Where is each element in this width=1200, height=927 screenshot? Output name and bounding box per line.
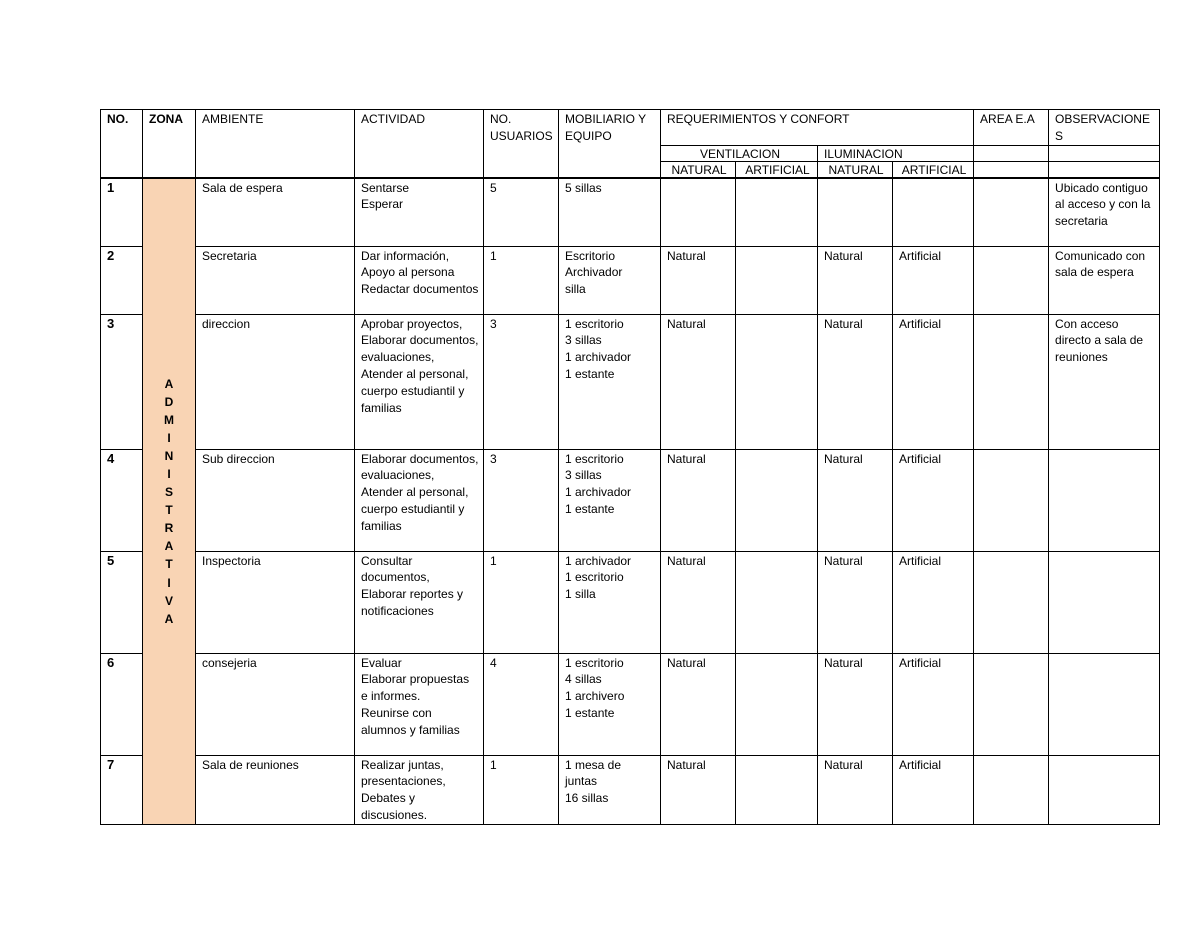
zone-letter: D <box>164 394 174 409</box>
cell-line: Esperar <box>361 197 404 212</box>
zone-letter: I <box>167 430 171 445</box>
zone-label <box>162 375 176 628</box>
header-actividad: ACTIVIDAD <box>355 110 484 178</box>
zone-letter: A <box>164 611 174 626</box>
cell-line: 1 estante <box>565 705 615 720</box>
cell-line: 1 archivador <box>565 350 632 365</box>
mobiliario-cell <box>559 755 661 824</box>
vent-natural-cell: Natural <box>661 314 736 449</box>
zone-letter: T <box>165 557 173 572</box>
mobiliario-cell <box>559 653 661 755</box>
cell-line: Evaluar <box>361 655 402 670</box>
observaciones-cell <box>1049 653 1160 755</box>
cell-line: 3 sillas <box>565 333 602 348</box>
header-ambiente: AMBIENTE <box>196 110 355 178</box>
vent-natural-cell: Natural <box>661 551 736 653</box>
actividad-cell <box>355 314 484 449</box>
actividad-cell <box>355 246 484 314</box>
row-number: 6 <box>101 653 143 755</box>
area-cell <box>974 178 1049 247</box>
zone-letter: S <box>164 485 173 500</box>
vent-artificial-cell <box>736 653 818 755</box>
mobiliario-cell <box>559 314 661 449</box>
vent-natural-cell: Natural <box>661 653 736 755</box>
area-cell <box>974 246 1049 314</box>
observaciones-cell: Comunicado con sala de espera <box>1049 246 1160 314</box>
header-usuarios: NO. USUARIOS <box>484 110 559 178</box>
header-area-blank <box>974 145 1049 161</box>
usuarios-cell: 3 <box>484 314 559 449</box>
zone-letter: I <box>167 575 171 590</box>
cell-line: 1 archivador <box>565 485 632 500</box>
row-number: 1 <box>101 178 143 247</box>
zone-letter: V <box>164 593 173 608</box>
header-observaciones: OBSERVACIONE S <box>1049 110 1160 146</box>
cell-line: Atender al personal, cuerpo estudiantil y familias <box>361 366 469 415</box>
header-vent-artificial: ARTIFICIAL <box>736 161 818 178</box>
ilum-artificial-cell: Artificial <box>893 551 974 653</box>
ilum-artificial-cell: Artificial <box>893 653 974 755</box>
zone-administrativa <box>143 178 196 825</box>
ilum-artificial-cell <box>893 178 974 247</box>
header-area: AREA E.A <box>974 110 1049 146</box>
cell-line: 1 escritorio <box>565 570 624 585</box>
table-row <box>101 314 1160 449</box>
header-mobiliario: MOBILIARIO Y EQUIPO <box>559 110 661 178</box>
table-row <box>101 246 1160 314</box>
ilum-natural-cell: Natural <box>818 551 893 653</box>
area-cell <box>974 551 1049 653</box>
actividad-cell <box>355 653 484 755</box>
ambiente-cell: Sala de reuniones <box>196 755 355 824</box>
vent-natural-cell: Natural <box>661 755 736 824</box>
vent-artificial-cell <box>736 755 818 824</box>
cell-line: 1 mesa de juntas <box>565 757 622 789</box>
vent-artificial-cell <box>736 246 818 314</box>
area-cell <box>974 314 1049 449</box>
area-cell <box>974 449 1049 551</box>
header-ilum-natural: NATURAL <box>818 161 893 178</box>
cell-line: Reunirse con alumnos y familias <box>361 705 460 737</box>
ilum-natural-cell: Natural <box>818 314 893 449</box>
zone-letter: T <box>165 503 173 518</box>
actividad-cell <box>355 178 484 247</box>
ambiente-cell: Sala de espera <box>196 178 355 247</box>
ambiente-cell: Sub direccion <box>196 449 355 551</box>
cell-line: Sentarse <box>361 180 410 195</box>
cell-line: 1 estante <box>565 366 615 381</box>
mobiliario-cell <box>559 551 661 653</box>
ambiente-cell: direccion <box>196 314 355 449</box>
vent-artificial-cell <box>736 551 818 653</box>
usuarios-cell: 1 <box>484 246 559 314</box>
header-obs-blank-2 <box>1049 161 1160 178</box>
zone-letter: R <box>164 521 174 536</box>
cell-line: Debates y discusiones. <box>361 791 428 822</box>
cell-line: Aprobar proyectos, <box>361 316 463 331</box>
vent-natural-cell: Natural <box>661 449 736 551</box>
mobiliario-cell <box>559 246 661 314</box>
observaciones-cell: Ubicado contiguo al acceso y con la secretaria <box>1049 178 1160 247</box>
mobiliario-cell <box>559 449 661 551</box>
cell-line: 1 silla <box>565 587 596 602</box>
ambiente-cell: Secretaria <box>196 246 355 314</box>
ilum-artificial-cell: Artificial <box>893 449 974 551</box>
ilum-natural-cell: Natural <box>818 449 893 551</box>
vent-natural-cell <box>661 178 736 247</box>
ilum-natural-cell <box>818 178 893 247</box>
cell-line: Archivador <box>565 265 623 280</box>
cell-line: Elaborar documentos, evaluaciones, <box>361 451 479 483</box>
ilum-natural-cell: Natural <box>818 246 893 314</box>
cell-line: Consultar documentos, <box>361 553 430 585</box>
usuarios-cell: 4 <box>484 653 559 755</box>
header-obs-blank <box>1049 145 1160 161</box>
actividad-cell <box>355 449 484 551</box>
cell-line: 1 estante <box>565 501 615 516</box>
ambiente-cell: Inspectoria <box>196 551 355 653</box>
header-iluminacion: ILUMINACION <box>818 145 974 161</box>
cell-line: 1 archivero <box>565 689 625 704</box>
vent-natural-cell: Natural <box>661 246 736 314</box>
cell-line: 4 sillas <box>565 672 602 687</box>
table-row <box>101 755 1160 824</box>
zone-letter: M <box>164 412 174 427</box>
mobiliario-cell <box>559 178 661 247</box>
usuarios-cell: 1 <box>484 551 559 653</box>
row-number: 7 <box>101 755 143 824</box>
cell-line: 1 escritorio <box>565 451 624 466</box>
ilum-natural-cell: Natural <box>818 755 893 824</box>
cell-line: 16 sillas <box>565 791 609 806</box>
row-number: 3 <box>101 314 143 449</box>
cell-line: Elaborar propuestas e informes. <box>361 672 470 704</box>
usuarios-cell: 3 <box>484 449 559 551</box>
table-row <box>101 449 1160 551</box>
cell-line: silla <box>565 282 586 297</box>
header-zona: ZONA <box>143 110 196 178</box>
vent-artificial-cell <box>736 314 818 449</box>
cell-line: 3 sillas <box>565 468 602 483</box>
zone-letter: I <box>167 467 171 481</box>
header-ilum-artificial: ARTIFICIAL <box>893 161 974 178</box>
row-number: 4 <box>101 449 143 551</box>
observaciones-cell <box>1049 449 1160 551</box>
cell-line: 1 escritorio <box>565 316 624 331</box>
header-area-blank-2 <box>974 161 1049 178</box>
observaciones-cell <box>1049 755 1160 824</box>
ambiente-cell: consejeria <box>196 653 355 755</box>
row-number: 2 <box>101 246 143 314</box>
cell-line: Apoyo al persona <box>361 265 455 280</box>
header-ventilacion: VENTILACION <box>661 145 818 161</box>
header-requerimientos: REQUERIMIENTOS Y CONFORT <box>661 110 974 146</box>
area-cell <box>974 755 1049 824</box>
cell-line: 5 sillas <box>565 180 602 195</box>
header-row-main <box>101 110 1160 146</box>
ilum-natural-cell: Natural <box>818 653 893 755</box>
cell-line: Escritorio <box>565 248 616 263</box>
cell-line: Atender al personal, cuerpo estudiantil y familias <box>361 485 469 533</box>
cell-line: Redactar documentos <box>361 282 479 297</box>
cell-line: 1 escritorio <box>565 655 624 670</box>
usuarios-cell: 5 <box>484 178 559 247</box>
usuarios-cell: 1 <box>484 755 559 824</box>
table-row <box>101 653 1160 755</box>
cell-line: 1 archivador <box>565 553 632 568</box>
table-row <box>101 551 1160 653</box>
actividad-cell <box>355 755 484 824</box>
header-vent-natural: NATURAL <box>661 161 736 178</box>
zone-letter: A <box>164 539 174 554</box>
vent-artificial-cell <box>736 178 818 247</box>
zone-letter: A <box>164 376 174 391</box>
row-number: 5 <box>101 551 143 653</box>
observaciones-cell: Con acceso directo a sala de reuniones <box>1049 314 1160 449</box>
observaciones-cell <box>1049 551 1160 653</box>
ilum-artificial-cell: Artificial <box>893 314 974 449</box>
actividad-cell <box>355 551 484 653</box>
header-no: NO. <box>101 110 143 178</box>
cell-line: Realizar juntas, presentaciones, <box>361 757 446 789</box>
cell-line: Dar información, <box>361 248 450 263</box>
cell-line: Elaborar reportes y notificaciones <box>361 587 464 618</box>
ilum-artificial-cell: Artificial <box>893 755 974 824</box>
program-table <box>100 109 1160 825</box>
area-cell <box>974 653 1049 755</box>
zone-letter: N <box>164 448 174 463</box>
table-row <box>101 178 1160 247</box>
cell-line: Elaborar documentos, evaluaciones, <box>361 333 479 365</box>
ilum-artificial-cell: Artificial <box>893 246 974 314</box>
vent-artificial-cell <box>736 449 818 551</box>
